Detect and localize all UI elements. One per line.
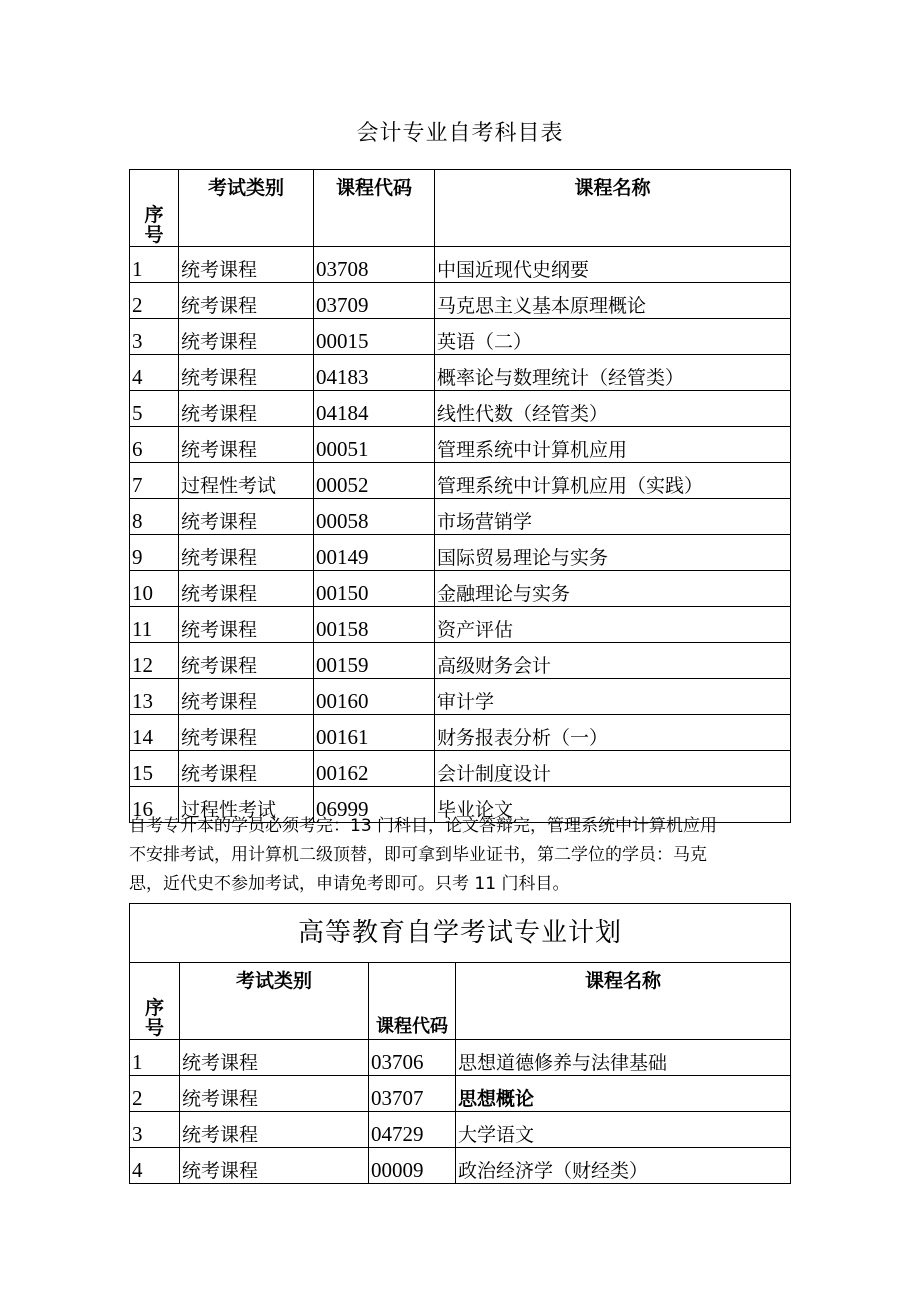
cell-seq: 9 bbox=[130, 535, 179, 571]
cell-course-code: 00009 bbox=[369, 1148, 456, 1184]
cell-course-name: 毕业论文 bbox=[435, 787, 791, 823]
table-row bbox=[130, 463, 791, 499]
cell-seq: 2 bbox=[130, 283, 179, 319]
header-course-code: 课程代码 bbox=[369, 963, 456, 1040]
cell-seq: 5 bbox=[130, 391, 179, 427]
cell-course-code: 04729 bbox=[369, 1112, 456, 1148]
cell-course-code: 00052 bbox=[314, 463, 435, 499]
cell-course-code: 06999 bbox=[314, 787, 435, 823]
header-course-code: 课程代码 bbox=[314, 170, 435, 247]
cell-course-name: 审计学 bbox=[435, 679, 791, 715]
cell-course-name: 概率论与数理统计（经管类） bbox=[435, 355, 791, 391]
header-seq: 序 号 bbox=[130, 170, 179, 247]
cell-exam-type: 统考课程 bbox=[179, 391, 314, 427]
cell-exam-type: 统考课程 bbox=[179, 643, 314, 679]
cell-seq: 1 bbox=[130, 1040, 180, 1076]
cell-course-code: 00149 bbox=[314, 535, 435, 571]
cell-exam-type: 统考课程 bbox=[179, 247, 314, 283]
cell-course-name: 大学语文 bbox=[456, 1112, 791, 1148]
cell-course-name: 金融理论与实务 bbox=[435, 571, 791, 607]
cell-course-code: 00158 bbox=[314, 607, 435, 643]
cell-exam-type: 统考课程 bbox=[179, 679, 314, 715]
cell-course-code: 03708 bbox=[314, 247, 435, 283]
table-row bbox=[130, 355, 791, 391]
cell-exam-type: 统考课程 bbox=[180, 1076, 369, 1112]
course-table-accounting bbox=[129, 169, 791, 823]
cell-course-name: 英语（二） bbox=[435, 319, 791, 355]
note-line: 自考专升本的学员必须考完：13 门科目，论文答辩完，管理系统中计算机应用 bbox=[129, 816, 718, 836]
cell-course-code: 00161 bbox=[314, 715, 435, 751]
cell-course-name: 政治经济学（财经类） bbox=[456, 1148, 791, 1184]
cell-exam-type: 统考课程 bbox=[180, 1040, 369, 1076]
header-course-name: 课程名称 bbox=[456, 963, 791, 1040]
cell-course-name: 中国近现代史纲要 bbox=[435, 247, 791, 283]
cell-exam-type: 统考课程 bbox=[179, 715, 314, 751]
cell-exam-type: 统考课程 bbox=[179, 355, 314, 391]
table-row bbox=[130, 247, 791, 283]
cell-course-code: 04183 bbox=[314, 355, 435, 391]
cell-seq: 3 bbox=[130, 319, 179, 355]
table-row bbox=[130, 643, 791, 679]
table-row bbox=[130, 427, 791, 463]
cell-course-code: 00058 bbox=[314, 499, 435, 535]
cell-seq: 6 bbox=[130, 427, 179, 463]
cell-course-code: 00150 bbox=[314, 571, 435, 607]
cell-seq: 16 bbox=[130, 787, 179, 823]
table-row bbox=[130, 715, 791, 751]
table-row bbox=[130, 1040, 791, 1076]
cell-seq: 8 bbox=[130, 499, 179, 535]
cell-exam-type: 统考课程 bbox=[179, 571, 314, 607]
course-table-plan bbox=[129, 903, 791, 1184]
table-row bbox=[130, 679, 791, 715]
cell-course-name: 会计制度设计 bbox=[435, 751, 791, 787]
cell-seq: 2 bbox=[130, 1076, 180, 1112]
header-exam-type: 考试类别 bbox=[180, 963, 369, 1040]
cell-seq: 3 bbox=[130, 1112, 180, 1148]
cell-course-name: 马克思主义基本原理概论 bbox=[435, 283, 791, 319]
cell-course-code: 03707 bbox=[369, 1076, 456, 1112]
table-header-row bbox=[130, 963, 791, 1040]
header-exam-type: 考试类别 bbox=[179, 170, 314, 247]
table-row bbox=[130, 535, 791, 571]
cell-course-code: 00051 bbox=[314, 427, 435, 463]
table-row bbox=[130, 391, 791, 427]
cell-course-code: 00162 bbox=[314, 751, 435, 787]
cell-course-name: 思想概论 bbox=[456, 1076, 791, 1112]
document-title: 会计专业自考科目表 bbox=[356, 121, 564, 146]
cell-course-name: 思想道德修养与法律基础 bbox=[456, 1040, 791, 1076]
cell-exam-type: 统考课程 bbox=[179, 283, 314, 319]
cell-exam-type: 过程性考试 bbox=[179, 463, 314, 499]
cell-course-name: 管理系统中计算机应用 bbox=[435, 427, 791, 463]
header-course-name: 课程名称 bbox=[435, 170, 791, 247]
cell-seq: 13 bbox=[130, 679, 179, 715]
cell-course-code: 03709 bbox=[314, 283, 435, 319]
cell-course-code: 00159 bbox=[314, 643, 435, 679]
plan-title: 高等教育自学考试专业计划 bbox=[130, 904, 791, 963]
table-row bbox=[130, 751, 791, 787]
table-row bbox=[130, 1112, 791, 1148]
cell-seq: 14 bbox=[130, 715, 179, 751]
header-seq: 序 号 bbox=[130, 963, 180, 1040]
cell-seq: 4 bbox=[130, 355, 179, 391]
cell-exam-type: 统考课程 bbox=[179, 427, 314, 463]
cell-course-code: 03706 bbox=[369, 1040, 456, 1076]
cell-exam-type: 统考课程 bbox=[179, 499, 314, 535]
table-title-row bbox=[130, 904, 791, 963]
cell-course-name: 管理系统中计算机应用（实践） bbox=[435, 463, 791, 499]
table-row bbox=[130, 607, 791, 643]
cell-seq: 4 bbox=[130, 1148, 180, 1184]
table-row bbox=[130, 1076, 791, 1112]
cell-course-code: 00160 bbox=[314, 679, 435, 715]
cell-exam-type: 统考课程 bbox=[180, 1148, 369, 1184]
cell-exam-type: 统考课程 bbox=[180, 1112, 369, 1148]
cell-exam-type: 统考课程 bbox=[179, 607, 314, 643]
table-header-row bbox=[130, 170, 791, 247]
note-line: 思，近代史不参加考试，申请免考即可。只考 11 门科目。 bbox=[129, 874, 570, 894]
cell-course-name: 国际贸易理论与实务 bbox=[435, 535, 791, 571]
cell-course-name: 财务报表分析（一） bbox=[435, 715, 791, 751]
note-line: 不安排考试，用计算机二级顶替，即可拿到毕业证书，第二学位的学员：马克 bbox=[129, 845, 707, 865]
table-row bbox=[130, 319, 791, 355]
cell-exam-type: 统考课程 bbox=[179, 319, 314, 355]
table-row bbox=[130, 499, 791, 535]
cell-exam-type: 统考课程 bbox=[179, 751, 314, 787]
cell-seq: 10 bbox=[130, 571, 179, 607]
cell-course-name: 资产评估 bbox=[435, 607, 791, 643]
table-row bbox=[130, 571, 791, 607]
cell-exam-type: 统考课程 bbox=[179, 535, 314, 571]
table-row bbox=[130, 283, 791, 319]
cell-seq: 15 bbox=[130, 751, 179, 787]
cell-seq: 12 bbox=[130, 643, 179, 679]
cell-seq: 7 bbox=[130, 463, 179, 499]
cell-seq: 11 bbox=[130, 607, 179, 643]
cell-exam-type: 过程性考试 bbox=[179, 787, 314, 823]
cell-course-name: 市场营销学 bbox=[435, 499, 791, 535]
table-row bbox=[130, 1148, 791, 1184]
cell-course-name: 高级财务会计 bbox=[435, 643, 791, 679]
cell-seq: 1 bbox=[130, 247, 179, 283]
exam-note bbox=[129, 812, 799, 899]
cell-course-name: 线性代数（经管类） bbox=[435, 391, 791, 427]
cell-course-code: 00015 bbox=[314, 319, 435, 355]
cell-course-code: 04184 bbox=[314, 391, 435, 427]
